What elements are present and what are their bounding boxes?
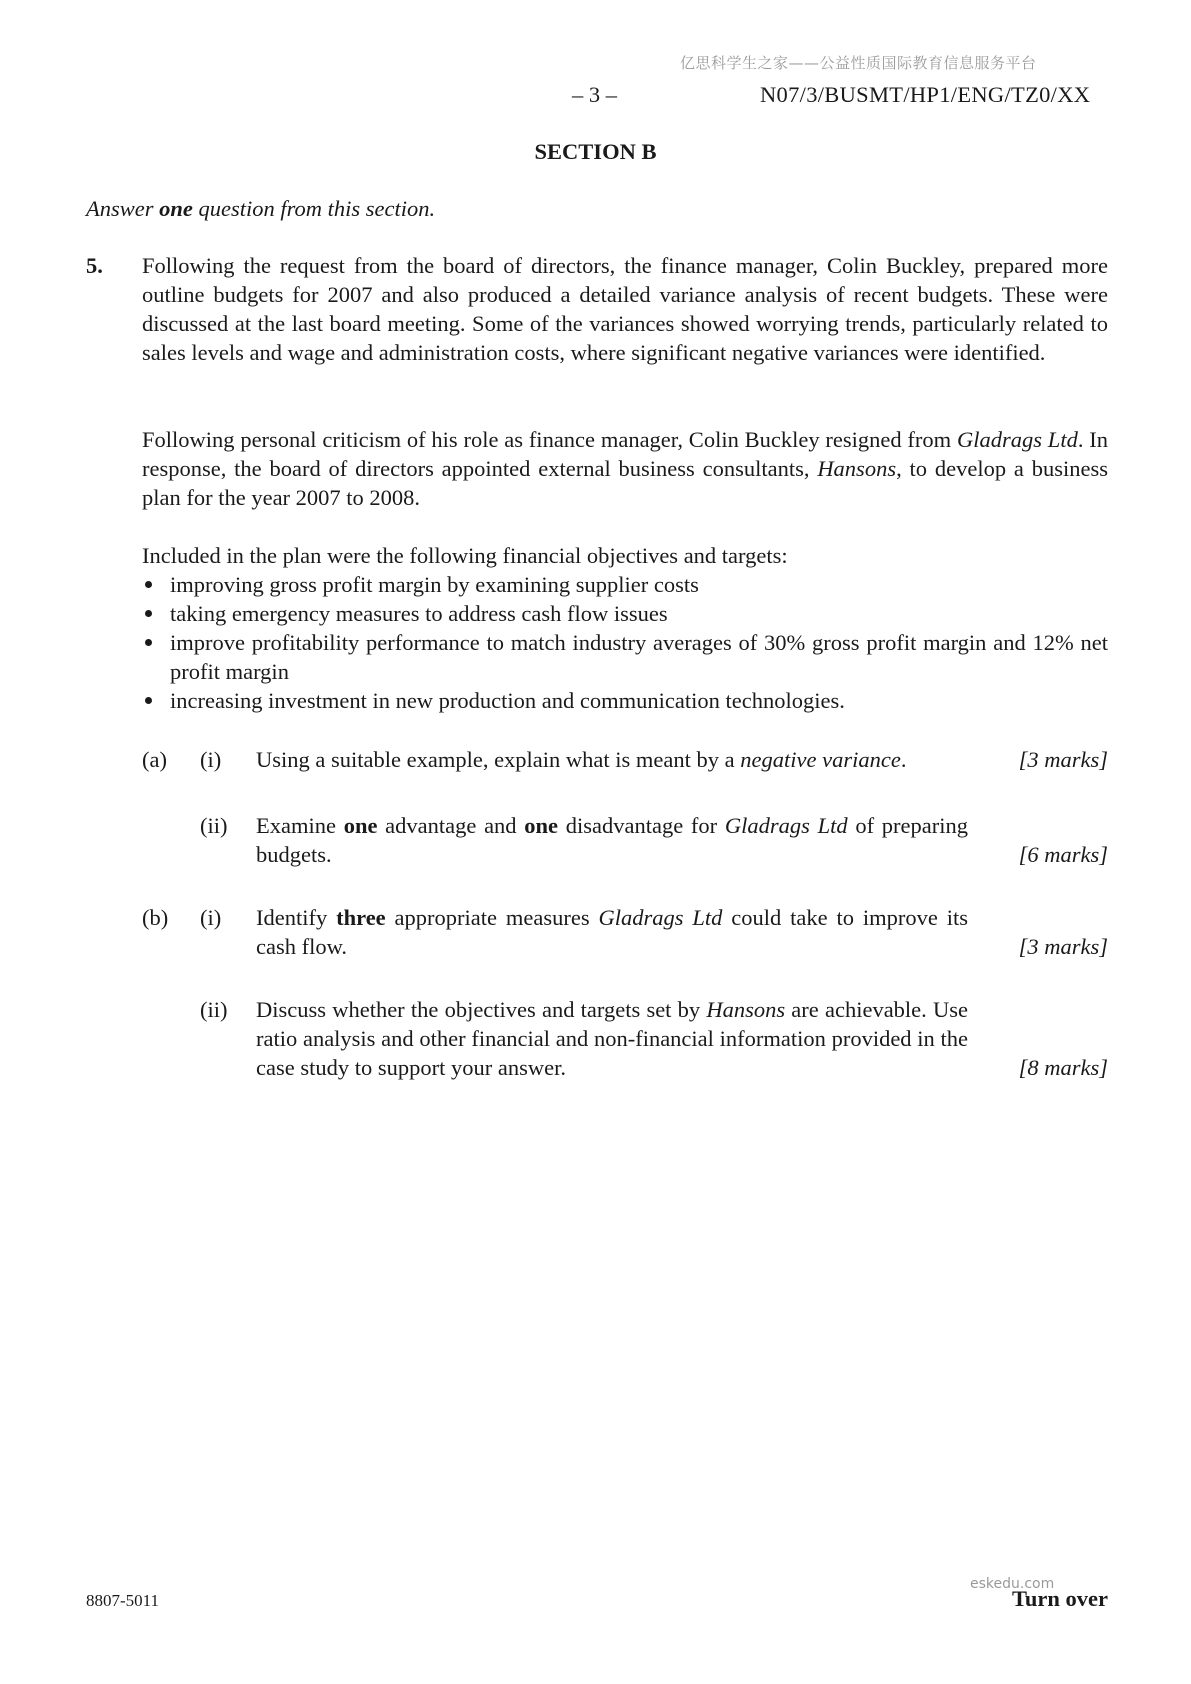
list-item-text: taking emergency measures to address cash flow issues [170, 601, 668, 626]
part-a-i-marks: [3 marks] [1018, 747, 1108, 772]
objectives-list [142, 570, 1108, 715]
part-a-ii-text-2: advantage and [377, 813, 525, 838]
part-b-i-text-2: appropriate measures [385, 905, 599, 930]
part-b-label: (b) [142, 905, 169, 930]
list-item-text: improve profitability performance to match industry averages of 30% gross profit margin and 12% net profit margin [170, 630, 1108, 684]
bullet-icon [145, 639, 152, 646]
part-a-ii-label: (ii) [200, 813, 228, 838]
list-item [142, 570, 1108, 599]
objectives-intro: Included in the plan were the following financial objectives and targets: [142, 543, 788, 568]
list-item [142, 599, 1108, 628]
bullet-icon [145, 581, 152, 588]
list-item-text: improving gross profit margin by examining supplier costs [170, 572, 699, 597]
part-a-i-prompt: Using a suitable example, explain what is meant by a [256, 747, 741, 772]
part-a-ii-emphasis-1: one [343, 813, 378, 838]
section-instruction [86, 194, 435, 223]
part-a-i-text [256, 745, 1016, 774]
list-item [142, 628, 1108, 686]
part-b-ii-text [256, 995, 968, 1082]
footer-code: 8807-5011 [86, 1591, 160, 1610]
para2-text: . In response, the board of directors appointed external business consultants, [142, 427, 1109, 481]
part-a-ii-marks: [6 marks] [1018, 842, 1108, 867]
part-b-ii-marks: [8 marks] [1018, 1055, 1108, 1080]
part-a-label: (a) [142, 747, 167, 772]
section-title: SECTION B [534, 139, 657, 164]
part-b-i-emphasis: three [336, 905, 386, 930]
para2-text: Following personal criticism of his role as finance manager, Colin Buckley resigned from [142, 427, 957, 452]
part-b-i-label: (i) [200, 905, 222, 930]
list-item-text: increasing investment in new production and communication technologies. [170, 688, 845, 713]
list-item [142, 686, 1108, 715]
part-b-ii-label: (ii) [200, 997, 228, 1022]
bullet-icon [145, 697, 152, 704]
part-b-i-marks: [3 marks] [1018, 934, 1108, 959]
part-b-ii-consultant: Hansons [706, 997, 786, 1022]
part-a-ii-text-3: disadvantage for [558, 813, 725, 838]
part-a-i-term: negative variance [740, 747, 901, 772]
part-a-i-end: . [900, 747, 907, 772]
page-number: – 3 – [572, 82, 617, 107]
part-b-ii-text-1: Discuss whether the objectives and targets set by [256, 997, 707, 1022]
part-b-i-text [256, 903, 968, 961]
part-b-i-text-1: Identify [256, 905, 337, 930]
paper-code: N07/3/BUSMT/HP1/ENG/TZ0/XX [760, 82, 1091, 107]
question-number: 5. [86, 253, 103, 278]
consultant-name: Hansons [817, 456, 897, 481]
question-paragraph-2 [142, 425, 1108, 512]
instruction-text-end: question from this section. [192, 196, 436, 221]
part-a-ii-text-4: of preparing budgets. [256, 813, 968, 867]
question-paragraph-1: Following the request from the board of directors, the finance manager, Colin Buckley, prepared more outline budgets for 2007 and also produced a detailed variance analysis of recent budgets. These were discussed at the last board meeting. Some of the variances showed worrying trends, particularly related to sales levels and wage and administration costs, where significant negative variances were identified. [142, 253, 1108, 365]
part-a-ii-text [256, 811, 968, 869]
part-b-i-company: Gladrags Ltd [598, 905, 723, 930]
part-a-ii-emphasis-2: one [524, 813, 559, 838]
part-a-i-label: (i) [200, 747, 222, 772]
instruction-emphasis: one [159, 196, 193, 221]
turn-over-label: Turn over [1011, 1586, 1108, 1611]
company-name: Gladrags Ltd [956, 427, 1078, 452]
watermark-top: 亿思科学生之家——公益性质国际教育信息服务平台 [680, 54, 1037, 72]
instruction-text: Answer [86, 196, 160, 221]
part-b-ii-text-2: are achievable. Use ratio analysis and other financial and non-financial information provided in the case study to support your answer. [256, 997, 968, 1080]
part-a-ii-company: Gladrags Ltd [724, 813, 848, 838]
bullet-icon [145, 610, 152, 617]
part-b-i-text-3: could take to improve its cash flow. [256, 905, 968, 959]
watermark-bottom: eskedu.com [970, 1576, 1055, 1592]
part-a-ii-text-1: Examine [256, 813, 344, 838]
para2-text: , to develop a business plan for the year 2007 to 2008. [142, 456, 1108, 510]
